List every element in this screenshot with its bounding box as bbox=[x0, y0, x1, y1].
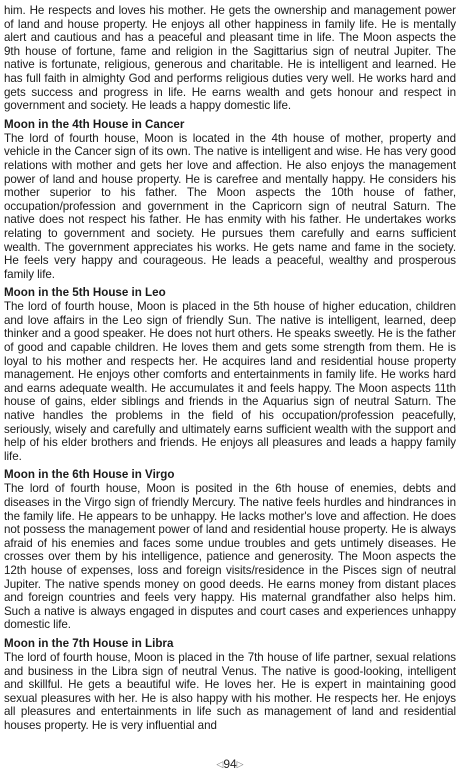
section-heading-7th-house: Moon in the 7th House in Libra bbox=[4, 636, 174, 650]
page-number: 94 bbox=[223, 757, 237, 771]
section-body-6th-house: The lord of fourth house, Moon is posited in the 6th house of enemies, debts and diseases in the Virgo sign of friendly Mercury. The native feels hurdles and hindrances in the family life. He appears to be unhappy. He lacks mother's love and affection. He does not possess the management power of land and residential house property. He is always afraid of his enemies and faces some undue troubles and gets untimely diseases. He crosses over them by his intelligence, patience and generosity. The Moon aspects the 12th house of expenses, loss and foreign visits/residence in the Pisces sign of neutral Jupiter. The native spends money on good deeds. He earns money from distant places and foreign countries and feels very happy. His maternal grandfather also helps him. Such a native is always engaged in disputes and court cases and experiences unhappy domestic life. bbox=[4, 482, 456, 632]
section-heading-4th-house: Moon in the 4th House in Cancer bbox=[4, 117, 185, 131]
left-arrow-icon: ◁ bbox=[216, 759, 224, 769]
section-body-4th-house: The lord of fourth house, Moon is located in the 4th house of mother, property and vehicle in the Cancer sign of its own. The native is intelligent and wise. He has very good relations with mother and gets her love and affection. He also enjoys the management power of land and house property. He is carefree and mentally happy. He considers his mother superior to his father. The Moon aspects the 10th house of father, occupation/profession and government in the Capricorn sign of neutral Saturn. The native does not respect his father. He has enmity with his father. He undertakes works relating to government and society. He pursues them carefully and earns sufficient wealth. The government appreciates his works. He gets name and fame in the society. He feels very happy and courageous. He leads a peaceful, wealthy and prosperous family life. bbox=[4, 131, 456, 281]
section-heading-5th-house: Moon in the 5th House in Leo bbox=[4, 286, 166, 300]
document-page bbox=[4, 4, 456, 733]
page-footer bbox=[0, 757, 460, 771]
intro-paragraph: him. He respects and loves his mother. He gets the ownership and management power of land and house property. He enjoys all other happiness in family life. He is mentally alert and cautious and has a peaceful and pleasant time in life. The Moon aspects the 9th house of fortune, fame and religion in the Sagittarius sign of neutral Jupiter. The native is fortunate, religious, generous and charitable. He is intelligent and learned. He has full faith in almighty God and performs religious duties very well. He works hard and gets success and progress in life. He earns wealth and gets honour and respect in government and society. He leads a happy domestic life. bbox=[4, 4, 456, 113]
right-arrow-icon: ▷ bbox=[236, 759, 244, 769]
section-body-5th-house: The lord of fourth house, Moon is placed in the 5th house of higher education, children and love affairs in the Leo sign of friendly Sun. The native is intelligent, learned, deep thinker and a good speaker. He does not hurt others. He speaks sweetly. He is the father of good and capable children. He loves them and gets some strength from them. He is loyal to his mother and respects her. He acquires land and residential house property management. He enjoys other comforts and entertainments in family life. He works hard and earns adequate wealth. He accumulates it and feels happy. The Moon aspects 11th house of gains, elder siblings and friends in the Aquarius sign of neutral Saturn. The native handles the problems in the field of his occupation/profession peacefully, seriously, wisely and carefully and ultimately earns sufficient wealth with the support and help of his elder brothers and friends. He enjoys all pleasures and leads a happy family life. bbox=[4, 300, 456, 463]
section-heading-6th-house: Moon in the 6th House in Virgo bbox=[4, 468, 175, 482]
section-body-7th-house: The lord of fourth house, Moon is placed in the 7th house of life partner, sexual relations and business in the Libra sign of neutral Venus. The native is good-looking, intelligent and skillful. He gets a beautiful wife. He loves her. He is expert in maintaining good sexual pleasures with her. He is also happy with his mother. He respects her. He enjoys all pleasures and entertainments in life such as management of land and residential houses property. He is very influential and bbox=[4, 650, 456, 732]
